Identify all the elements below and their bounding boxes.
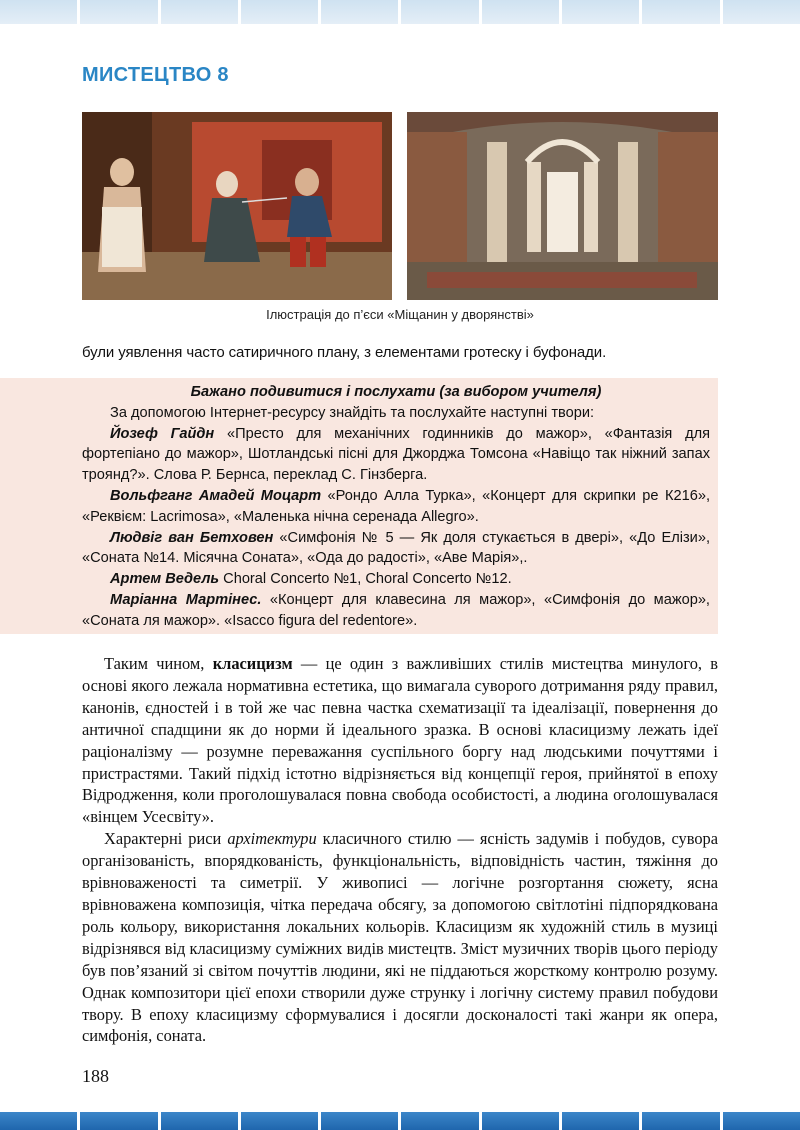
painting-opera-hall: [407, 112, 718, 300]
bottom-decorative-band: [0, 1112, 800, 1130]
intro-paragraph-line: були уявлення часто сатиричного плану, з елементами гротеску і буфонади.: [82, 344, 607, 361]
box-entry: [82, 486, 710, 528]
box-entry: [82, 424, 710, 486]
body-paragraph: [82, 653, 718, 828]
composer-works: «Концерт для клавесина ля мажор», «Симфонія до мажор», «Соната ля мажор». «Isacco figura del redentore».: [82, 591, 710, 629]
text-run: Характерні риси: [104, 829, 228, 849]
composer-works: «Престо для механічних годинників до мажор», «Фантазія для фортепіано до мажор», Шотландські пісні для Джорджа Томсона «Навіщо так ніжний запах троянд?». Слова Р. Бернса, переклад С. Гінзберга.: [82, 425, 711, 484]
main-body-text: [82, 653, 718, 1047]
composer-name: Вольфганг Амадей Моцарт: [110, 487, 322, 504]
composer-name: Артем Ведель: [110, 571, 220, 588]
top-decorative-band: [0, 0, 800, 24]
body-paragraph: [82, 828, 718, 1047]
box-entry: [82, 528, 710, 570]
composer-works: Choral Concerto №1, Choral Concerto №12.: [219, 571, 512, 588]
text-run: — це один з важливіших стилів мистецтва минулого, в основі якого лежала нормативна естетика, що вимагала суворого дотримання ряду правил, канонів, єдностей і в той же час певна частка схематизації та ідеалізації, повернення до античної спадщини як до норми й ідеального зразка. В основі класицизму лежать ідеї раціоналізму — розумне переважання суспільного боргу над людськими почуттями і пристрастями. Такий підхід істотно відрізняється від концепції героя, прийнятої в епоху Відродження, коли проголошувалася повна свобода особистості, а людина оголошувалася «вінцем Усесвіту».: [82, 654, 718, 827]
box-title: Бажано подивитися і послухати (за вибором учителя): [190, 384, 602, 400]
composer-works: «Симфонія № 5 — Як доля стукається в двері», «До Елізи», «Соната №14. Місячна Соната», «Ода до радості», «Аве Марія»,.: [82, 529, 710, 567]
painting-theatre-scene: [82, 112, 392, 300]
page-header-title: МИСТЕЦТВО 8: [82, 64, 229, 86]
text-run: класичного стилю — ясність задумів і побудов, сувора організованість, впорядкованість, функціональність, відповідність частин, тяжіння до врівноваженості та симетрії. У живописі — логічне розгортання сюжету, ясна врівноважена композиція, чітка передача обсягу, за допомогою світлотіні підпорядкована роль кольору, використання локальних кольорів. Класицизм як художній стиль в музиці відрізнявся від класицизму суміжних видів мистецтв. Зміст музичних творів цього періоду був пов’язаний зі світом почуттів людини, які не піддаються жорсткому контролю розуму. Однак композитори цієї епохи створили дуже струнку і логічну систему правил побудови твору. В епоху класицизму сформувалися і досягли досконалості такі жанри як опера, симфонія, соната.: [82, 829, 718, 1046]
box-entry: [82, 569, 710, 590]
composer-works: «Рондо Алла Турка», «Концерт для скрипки ре К216», «Реквієм: Lacrimosa», «Маленька нічна серенада Allegro».: [82, 487, 710, 525]
composer-name: Йозеф Гайдн: [110, 425, 215, 442]
page-number: 188: [82, 1066, 109, 1086]
composer-name: Людвіг ван Бетховен: [110, 529, 274, 546]
term-architecture: архітектури: [227, 829, 317, 849]
box-entry: [82, 590, 710, 632]
composer-name: Маріанна Мартінес.: [110, 591, 262, 608]
term-classicism: класицизм: [212, 654, 293, 673]
box-instruction: За допомогою Інтернет-ресурсу знайдіть та послухайте наступні твори:: [110, 404, 595, 421]
illustration-caption: Ілюстрація до п’єси «Міщанин у дворянстві»: [266, 307, 534, 322]
text-run: Таким чином,: [104, 654, 213, 673]
listening-recommendation-box: [0, 378, 718, 634]
